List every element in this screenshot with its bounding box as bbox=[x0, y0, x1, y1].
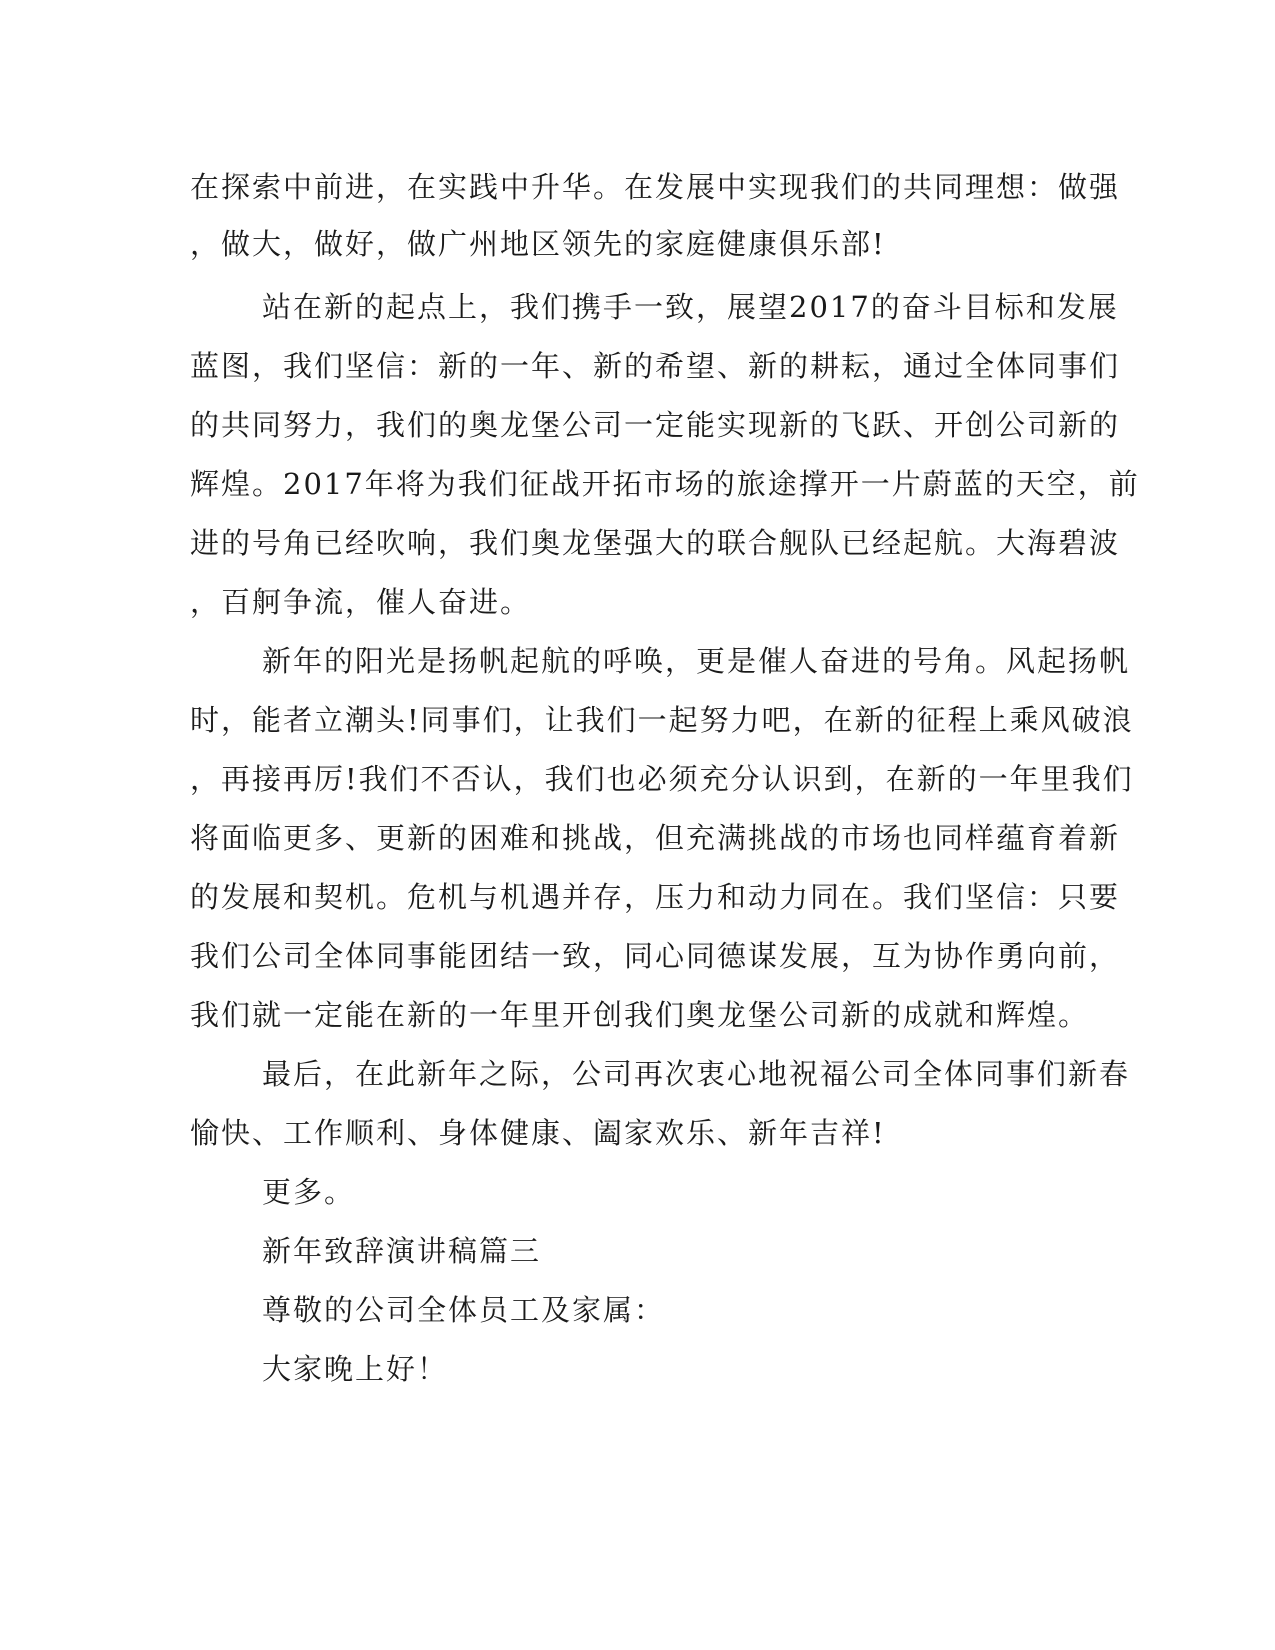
text-line: 辉煌。2017年将为我们征战开拓市场的旅途撑开一片蔚蓝的天空，前 bbox=[190, 467, 1140, 501]
paragraph-start-line: 站在新的起点上，我们携手一致，展望2017的奋斗目标和发展 bbox=[262, 290, 1119, 324]
text-line: 我们公司全体同事能团结一致，同心同德谋发展，互为协作勇向前， bbox=[190, 939, 1121, 973]
text-line: 愉快、工作顺利、身体健康、阖家欢乐、新年吉祥! bbox=[190, 1116, 886, 1150]
text-line: 我们就一定能在新的一年里开创我们奥龙堡公司新的成就和辉煌。 bbox=[190, 998, 1090, 1032]
section-heading: 新年致辞演讲稿篇三 bbox=[262, 1234, 542, 1268]
greeting: 大家晚上好！ bbox=[262, 1352, 449, 1386]
salutation: 尊敬的公司全体员工及家属： bbox=[262, 1293, 666, 1327]
text-line: 的共同努力，我们的奥龙堡公司一定能实现新的飞跃、开创公司新的 bbox=[190, 408, 1121, 442]
paragraph-start-line: 最后，在此新年之际，公司再次衷心地祝福公司全体同事们新春 bbox=[262, 1057, 1131, 1091]
text-line: ，百舸争流，催人奋进。 bbox=[190, 585, 532, 619]
text-line: 蓝图，我们坚信：新的一年、新的希望、新的耕耘，通过全体同事们 bbox=[190, 349, 1121, 383]
text-line: ，再接再厉!我们不否认，我们也必须充分认识到，在新的一年里我们 bbox=[190, 762, 1134, 796]
text-line: 更多。 bbox=[262, 1175, 356, 1209]
text-line: 的发展和契机。危机与机遇并存，压力和动力同在。我们坚信：只要 bbox=[190, 880, 1121, 914]
text-line: 将面临更多、更新的困难和挑战，但充满挑战的市场也同样蕴育着新 bbox=[190, 821, 1121, 855]
text-line: 进的号角已经吹响，我们奥龙堡强大的联合舰队已经起航。大海碧波 bbox=[190, 526, 1121, 560]
text-line: 时，能者立潮头!同事们，让我们一起努力吧，在新的征程上乘风破浪 bbox=[190, 703, 1134, 737]
text-line: 在探索中前进，在实践中升华。在发展中实现我们的共同理想：做强 bbox=[190, 170, 1121, 204]
text-line: ，做大，做好，做广州地区领先的家庭健康俱乐部! bbox=[190, 227, 886, 261]
paragraph-start-line: 新年的阳光是扬帆起航的呼唤，更是催人奋进的号角。风起扬帆 bbox=[262, 644, 1131, 678]
